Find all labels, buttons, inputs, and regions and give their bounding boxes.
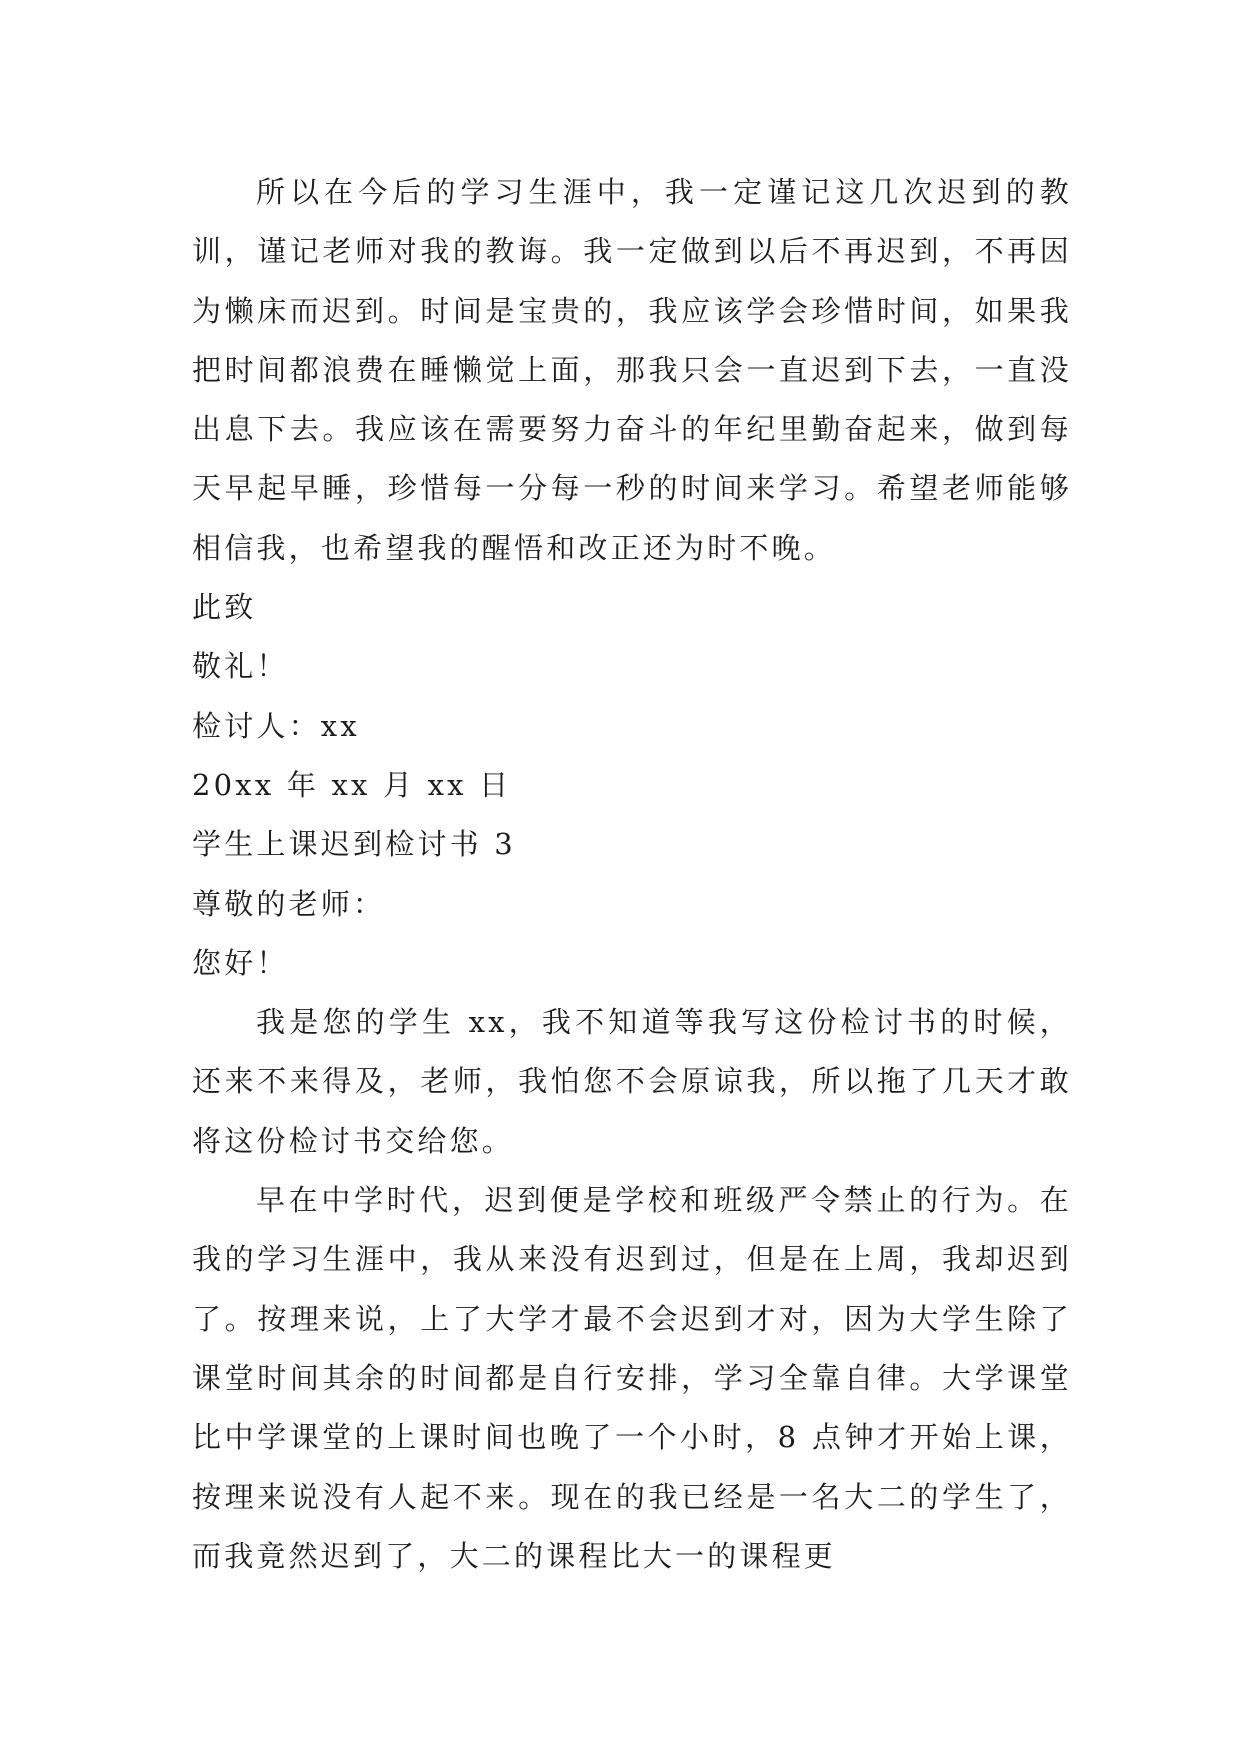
closing-line-2: 敬礼！ — [192, 649, 289, 684]
document-body — [192, 163, 1072, 1586]
closing-line-1: 此致 — [192, 590, 257, 625]
greeting: 您好！ — [192, 945, 289, 980]
signature-date: 20xx 年 xx 月 xx 日 — [192, 767, 512, 802]
salutation: 尊敬的老师： — [192, 886, 386, 921]
section-title: 学生上课迟到检讨书 3 — [192, 827, 516, 862]
paragraph-background: 早在中学时代，迟到便是学校和班级严令禁止的行为。在我的学习生涯中，我从来没有迟到过，但是在上周，我却迟到了。按理来说，上了大学才最不会迟到才对，因为大学生除了课堂时间其余的时间都是自行安排，学习全靠自律。大学课堂比中学课堂的上课时间也晚了一个小时，8 点钟才开始上课，按理来说没有人起不来。现在的我已经是一名大二的学生了，而我竟然迟到了，大二的课程比大一的课程更 — [192, 1183, 1072, 1573]
paragraph-resolution: 所以在今后的学习生涯中，我一定谨记这几次迟到的教训，谨记老师对我的教诲。我一定做到以后不再迟到，不再因为懒床而迟到。时间是宝贵的，我应该学会珍惜时间，如果我把时间都浪费在睡懒觉上面，那我只会一直迟到下去，一直没出息下去。我应该在需要努力奋斗的年纪里勤奋起来，做到每天早起早睡，珍惜每一分每一秒的时间来学习。希望老师能够相信我，也希望我的醒悟和改正还为时不晚。 — [192, 175, 1072, 565]
signature-name: 检讨人：xx — [192, 708, 360, 743]
paragraph-intro: 我是您的学生 xx，我不知道等我写这份检讨书的时候，还来不来得及，老师，我怕您不会原谅我，所以拖了几天才敢将这份检讨书交给您。 — [192, 1005, 1072, 1158]
